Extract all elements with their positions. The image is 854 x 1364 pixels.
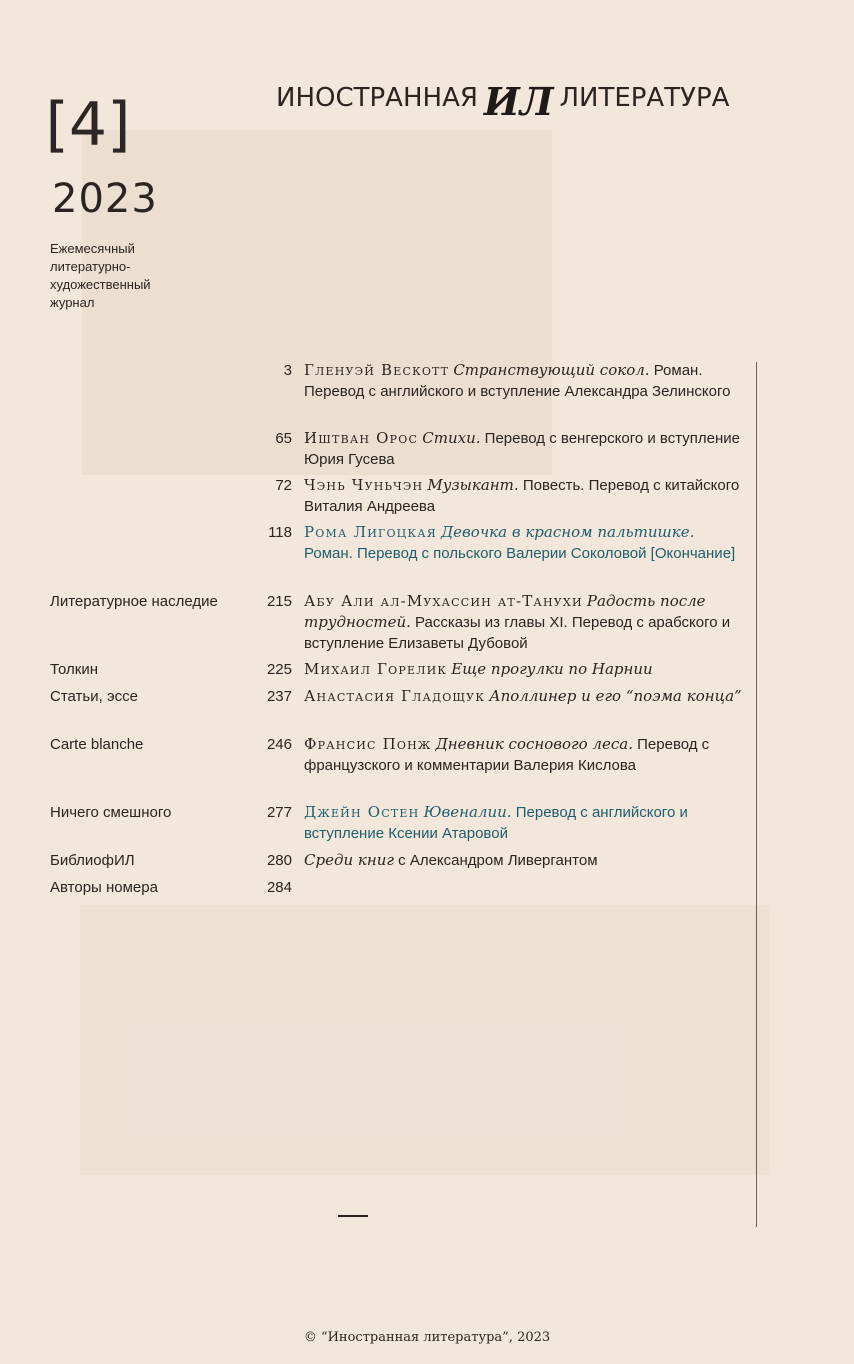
toc-entry-text: [304, 686, 744, 707]
toc-page-number: 246: [266, 736, 292, 753]
toc-page-number: 277: [266, 804, 292, 821]
toc-page-number: 3: [283, 362, 292, 379]
il-logo: ИЛ: [483, 79, 554, 124]
toc-section-label: Статьи, эссе: [50, 688, 138, 705]
toc-entry-text: [304, 428, 744, 470]
toc-author: Рома Лигоцкая: [304, 523, 437, 541]
toc-title: Музыкант.: [427, 476, 519, 494]
masthead-right-word: ЛИТЕРАТУРА: [559, 83, 730, 113]
toc-entry-text: [304, 475, 744, 517]
toc-author: Гленуэй Вескотт: [304, 361, 450, 379]
show-through-block: [80, 905, 770, 1175]
toc-section-label: БиблиофИЛ: [50, 852, 135, 869]
toc-title: Дневник соснового леса.: [435, 735, 633, 753]
toc-description: Перевод с французского и комментарии Валерия Кислова: [304, 736, 710, 774]
journal-tagline: [50, 240, 210, 312]
toc-title: Радость после трудностей.: [304, 592, 706, 631]
toc-section-label: Авторы номера: [50, 879, 158, 896]
toc-description: с Александром Ливергантом: [393, 852, 598, 869]
toc-description: Роман. Перевод с польского Валерии Соколовой [Окончание]: [304, 545, 736, 562]
toc-description: Перевод с английского и вступление Ксении Атаровой: [304, 804, 688, 842]
toc-entry-text: [304, 802, 744, 844]
column-rule: [756, 362, 757, 1227]
toc-page-number: 237: [266, 688, 292, 705]
toc-entry-text: [304, 734, 744, 776]
toc-entry-text: [304, 850, 744, 871]
toc-description: Роман. Перевод с английского и вступление Александра Зелинского: [304, 362, 731, 400]
toc-entry-text: [304, 659, 744, 680]
toc-entry-text: [304, 591, 744, 654]
toc-title: Аполлинер и его “поэма конца”: [489, 687, 742, 705]
toc-author: Джейн Остен: [304, 803, 420, 821]
toc-author: Чэнь Чуньчэн: [304, 476, 424, 494]
toc-page-number: 118: [268, 524, 292, 541]
toc-author: Иштван Орос: [304, 429, 419, 447]
masthead-left-word: ИНОСТРАННАЯ: [276, 83, 478, 113]
toc-page-number: 65: [275, 430, 292, 447]
toc-entry-text: [304, 360, 744, 402]
toc-section-label: Ничего смешного: [50, 804, 172, 821]
toc-author: Франсис Понж: [304, 735, 432, 753]
toc-title: Ювеналии.: [423, 803, 512, 821]
toc-title: Стихи.: [422, 429, 481, 447]
toc-entry-text: [304, 522, 744, 564]
toc-title: Девочка в красном пальтишке.: [440, 523, 695, 541]
tagline-line: художественный: [50, 277, 151, 292]
toc-title: Еще прогулки по Нарнии: [451, 660, 653, 678]
toc-page-number: 215: [266, 593, 292, 610]
tagline-line: Ежемесячный: [50, 241, 135, 256]
tagline-line: журнал: [50, 295, 95, 310]
toc-title: Странствующий сокол.: [453, 361, 650, 379]
tagline-line: литературно-: [50, 259, 131, 274]
toc-description: Перевод с венгерского и вступление Юрия Гусева: [304, 430, 740, 468]
toc-page-number: 225: [266, 661, 292, 678]
toc-author: Михаил Горелик: [304, 660, 448, 678]
toc-section-label: Толкин: [50, 661, 98, 678]
toc-author: Анастасия Гладощук: [304, 687, 486, 705]
toc-title: Среди книг: [304, 851, 394, 869]
toc-page-number: 284: [266, 879, 292, 896]
copyright-footer: © “Иностранная литература”, 2023: [303, 1330, 551, 1345]
issue-number: [4]: [45, 90, 131, 160]
toc-page-number: 280: [266, 852, 292, 869]
toc-author: Абу Али ал-Мухассин ат-Танухи: [304, 592, 583, 610]
toc-section-label: Carte blanche: [50, 736, 144, 753]
toc-section-label: Литературное наследие: [50, 593, 218, 610]
journal-masthead: [276, 78, 730, 124]
toc-page-number: 72: [275, 477, 292, 494]
toc-description: Повесть. Перевод с китайского Виталия Андреева: [304, 477, 740, 515]
divider: [338, 1215, 368, 1217]
issue-year: 2023: [52, 176, 158, 222]
toc-description: Рассказы из главы XI. Перевод с арабского и вступление Елизаветы Дубовой: [304, 614, 731, 652]
